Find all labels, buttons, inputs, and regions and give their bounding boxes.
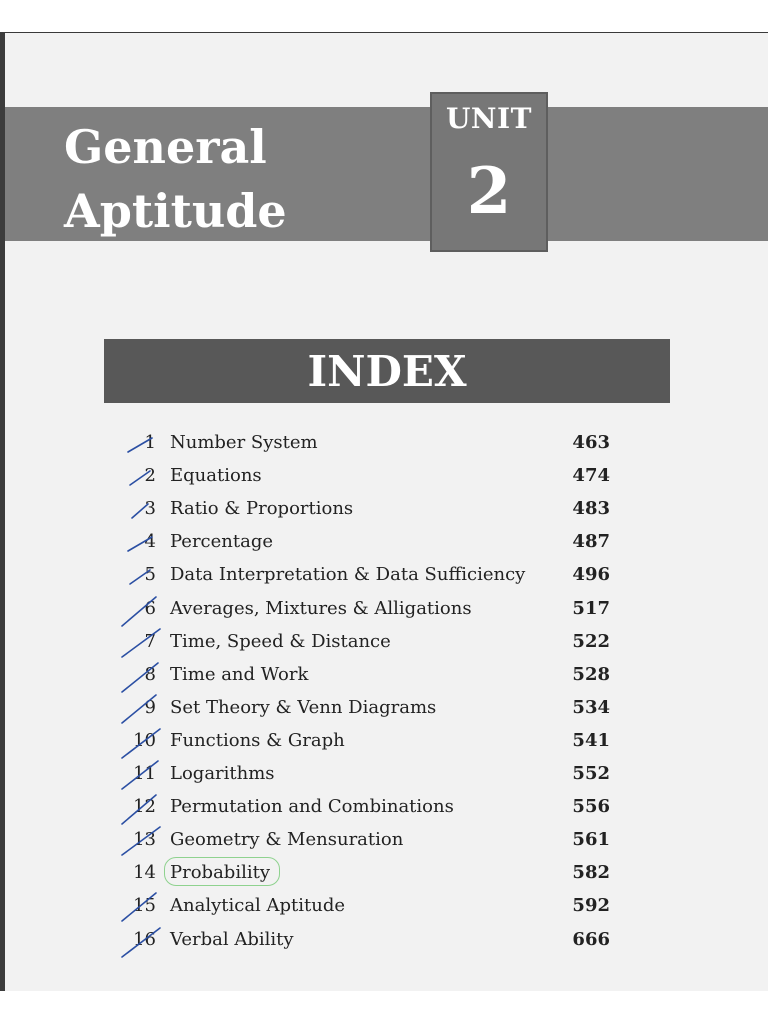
title-line-2: Aptitude: [64, 184, 287, 238]
pen-strike-icon: [120, 527, 164, 557]
pen-strike-icon: [120, 925, 164, 955]
toc-row: [0, 459, 768, 492]
toc-page-number: 474: [572, 465, 610, 487]
pen-strike-icon: [120, 594, 164, 624]
pen-strike-icon: [120, 627, 164, 657]
toc-page-number: 556: [572, 796, 610, 818]
toc-title: Time, Speed & Distance: [170, 630, 391, 652]
pen-strike-icon: [120, 560, 164, 590]
toc-title: Ratio & Proportions: [170, 498, 354, 520]
toc-number: 11: [133, 763, 156, 784]
pen-strike-icon: [120, 494, 164, 524]
toc-number: 10: [133, 729, 156, 751]
pen-strike-icon: [120, 693, 164, 723]
pen-stroke: [130, 570, 150, 584]
pen-stroke: [122, 928, 160, 957]
pen-stroke: [122, 663, 158, 692]
unit-badge: [430, 92, 548, 252]
pen-strike-icon: [120, 891, 164, 921]
pen-stroke: [122, 795, 156, 824]
toc-page-number: 496: [572, 564, 610, 586]
toc-row: [0, 525, 768, 558]
toc-row: [0, 658, 768, 691]
toc-number: 13: [133, 829, 156, 851]
toc-number: 12: [133, 796, 156, 818]
pen-stroke: [122, 729, 160, 758]
unit-label: UNIT: [446, 102, 532, 135]
pen-strike-icon: [120, 660, 164, 690]
toc-row: [0, 426, 768, 459]
toc-title: Equations: [170, 465, 262, 487]
toc-number: 6: [144, 597, 156, 619]
toc-title: Data Interpretation & Data Sufficiency: [170, 564, 526, 586]
pen-stroke: [122, 893, 156, 921]
toc-row: [0, 889, 768, 922]
toc-page-number: 528: [572, 663, 610, 685]
toc-number: 2: [144, 465, 156, 487]
toc-title: Permutation and Combinations: [170, 796, 454, 818]
title-line-1: General: [64, 120, 267, 174]
pen-strike-icon: [120, 825, 164, 855]
toc-page-number: 561: [572, 829, 610, 851]
pen-strike-icon: [120, 726, 164, 756]
pen-stroke: [130, 471, 150, 485]
toc-page-number: 541: [572, 729, 610, 751]
pen-stroke: [132, 504, 148, 518]
toc-number: 8: [144, 663, 156, 685]
toc-title: Percentage: [170, 531, 274, 553]
toc-number: 3: [144, 498, 156, 520]
toc-page-number: 483: [572, 498, 610, 520]
toc-number: 9: [144, 696, 156, 718]
page-bottom-margin: [0, 991, 768, 1024]
toc-title: Probability: [170, 862, 271, 884]
toc-row: [0, 790, 768, 823]
toc-page-number: 592: [572, 895, 610, 917]
toc-page-number: 552: [572, 763, 610, 784]
toc-number: 1: [144, 432, 156, 453]
toc-page-number: 522: [572, 630, 610, 652]
pen-stroke: [122, 761, 158, 789]
unit-number: 2: [466, 154, 512, 229]
toc-page-number: 517: [572, 597, 610, 619]
toc-row: [0, 592, 768, 625]
index-heading: [104, 339, 670, 403]
pen-stroke: [122, 629, 160, 657]
pen-strike-icon: [120, 461, 164, 491]
toc-row: [0, 856, 768, 889]
toc-number: 4: [144, 531, 156, 553]
pen-stroke: [122, 597, 156, 626]
pen-stroke: [128, 438, 152, 452]
toc-page-number: 582: [572, 862, 610, 884]
toc-number: 5: [144, 564, 156, 586]
pen-strike-icon: [120, 792, 164, 822]
toc-title: Set Theory & Venn Diagrams: [170, 696, 437, 718]
toc-number: 7: [144, 630, 156, 652]
toc-page-number: 534: [572, 696, 610, 718]
toc-row: [0, 492, 768, 525]
toc-number: 16: [133, 928, 156, 950]
pen-strike-icon: [120, 428, 164, 458]
toc-title: Logarithms: [170, 763, 275, 784]
index-heading-text: INDEX: [307, 346, 467, 396]
toc-title: Averages, Mixtures & Alligations: [170, 597, 472, 619]
toc-number: 14: [133, 862, 156, 884]
pen-strike-icon: [120, 759, 164, 789]
toc-title: Geometry & Mensuration: [170, 829, 404, 851]
toc-row: [0, 724, 768, 757]
toc-title: Time and Work: [170, 663, 309, 685]
toc-title: Number System: [170, 432, 318, 453]
toc-row: [0, 823, 768, 856]
toc-title: Functions & Graph: [170, 729, 345, 751]
toc-page-number: 487: [572, 531, 610, 553]
toc-title: Analytical Aptitude: [170, 895, 346, 917]
toc-row: [0, 625, 768, 658]
pen-stroke: [128, 537, 152, 551]
toc-page-number: 463: [572, 432, 610, 453]
pen-stroke: [122, 827, 160, 855]
toc-row: [0, 558, 768, 591]
toc-number: 15: [133, 895, 156, 917]
toc-row: [0, 923, 768, 956]
toc-title: Verbal Ability: [170, 928, 294, 950]
toc-row: [0, 691, 768, 724]
toc-page-number: 666: [572, 928, 610, 950]
toc-row: [0, 757, 768, 790]
pen-stroke: [122, 695, 156, 723]
